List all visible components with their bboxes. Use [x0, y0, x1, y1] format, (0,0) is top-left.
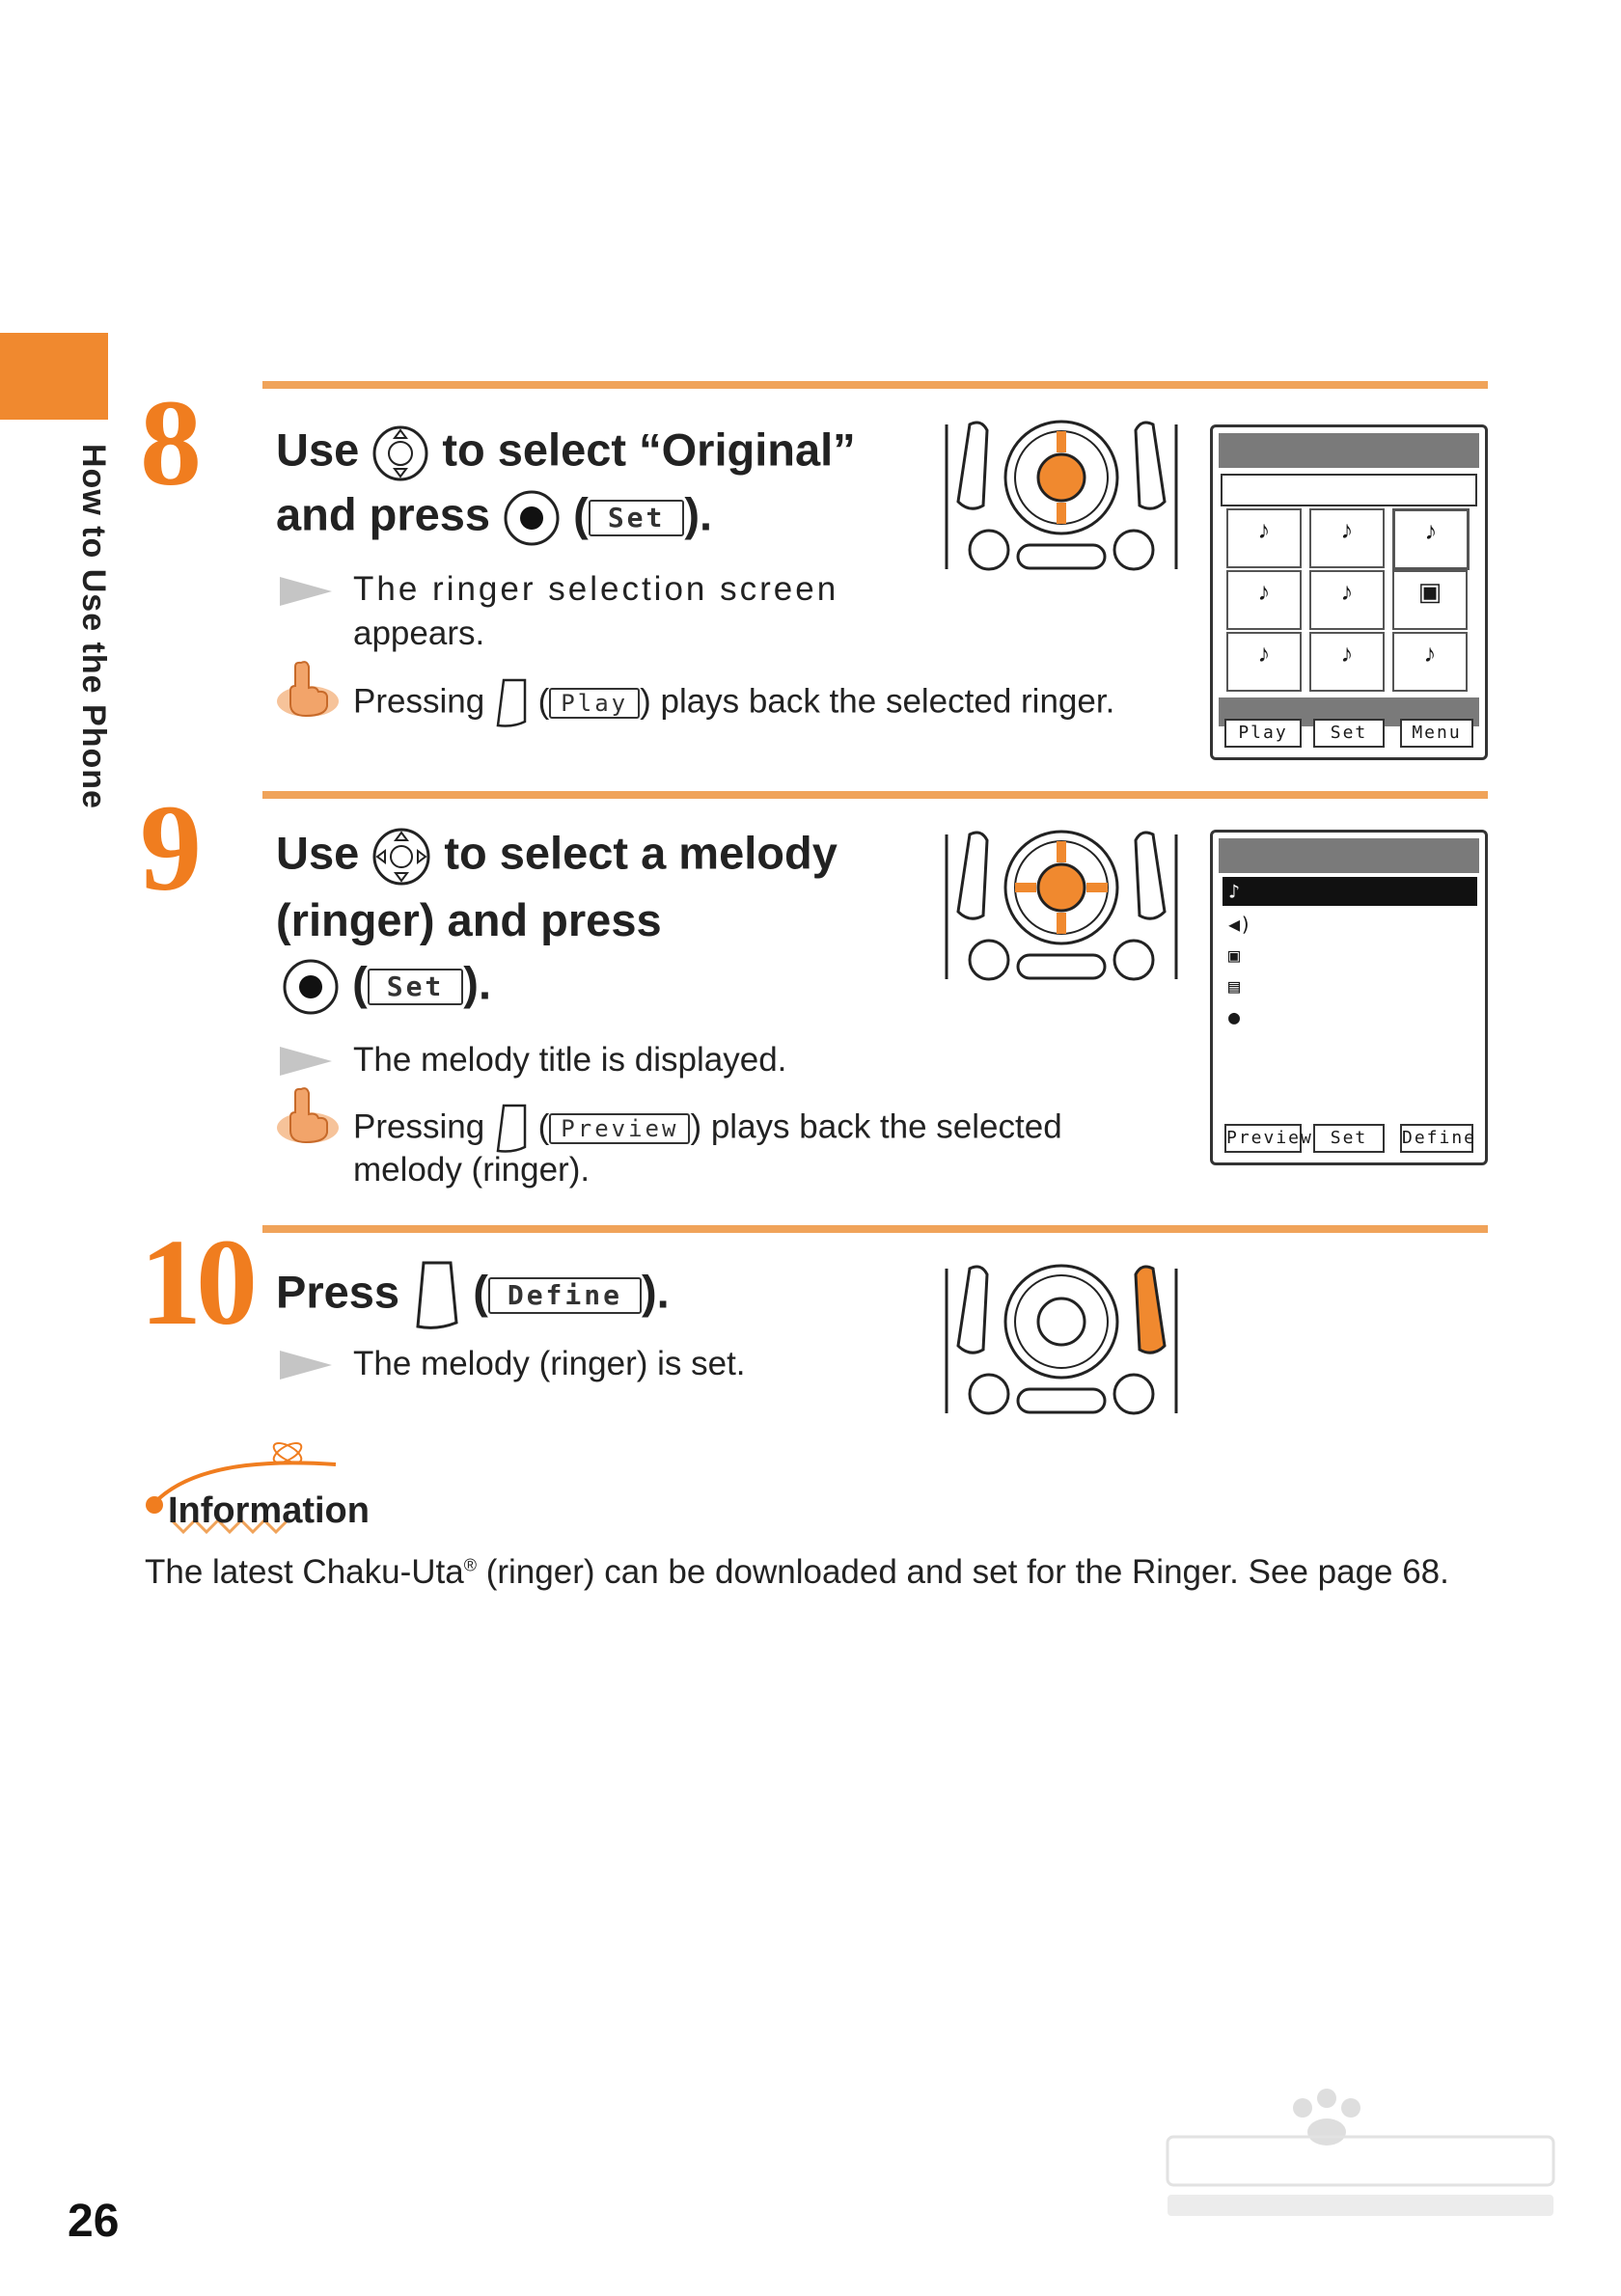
- center-key-icon: [282, 958, 340, 1016]
- step-9-number: 9: [140, 779, 196, 916]
- heading-text: ).: [463, 957, 492, 1009]
- ringer-selection-screen: [1210, 424, 1488, 760]
- paren-open: (: [352, 957, 368, 1009]
- info-text: The latest Chaku-Uta: [145, 1553, 464, 1591]
- step-9-hint: Pressing ( Preview ) plays back the selected: [353, 1103, 1062, 1155]
- melody-list-item[interactable]: ▣: [1228, 943, 1241, 967]
- side-tab-marker: [0, 333, 108, 420]
- page-number: 26: [68, 2196, 120, 2247]
- preview-softkey-label: Preview: [549, 1113, 690, 1144]
- hint-text: ) plays back the selected ringer.: [640, 682, 1115, 721]
- melody-list-item[interactable]: ▤: [1228, 974, 1241, 998]
- movie-icon[interactable]: ▣: [1392, 570, 1468, 630]
- ringer-icon[interactable]: ♪: [1226, 570, 1302, 630]
- result-arrow-icon: [280, 577, 332, 606]
- ringer-icon-selected[interactable]: ♪: [1392, 508, 1470, 570]
- result-arrow-icon: [280, 1351, 332, 1380]
- heading-text: to select “Original”: [442, 424, 856, 476]
- screen-title-bar: [1219, 838, 1479, 873]
- heading-text: Use: [276, 827, 360, 879]
- phone-keypad-illustration: [941, 825, 1182, 989]
- step-10-heading: [276, 1259, 670, 1332]
- soft-key-left-icon: [494, 1103, 529, 1155]
- ringer-icon[interactable]: ♪: [1309, 570, 1385, 630]
- hint-text: Pressing: [353, 682, 485, 721]
- step-8-heading-line2: [276, 489, 712, 547]
- watermark-logo: [1158, 2079, 1563, 2224]
- heading-text: and press: [276, 488, 491, 540]
- melody-list-item-selected[interactable]: ♪: [1223, 877, 1477, 906]
- navigation-key-4way-icon: [371, 827, 431, 887]
- step-8-number: 8: [140, 374, 196, 511]
- information-text: [145, 1553, 1449, 1592]
- step-8-result: The ringer selection screen: [353, 570, 839, 608]
- paren-open: (: [573, 488, 589, 540]
- step-9-result: The melody title is displayed.: [353, 1041, 787, 1079]
- set-softkey-label: Set: [368, 969, 464, 1006]
- heading-text: Press: [276, 1266, 400, 1318]
- set-softkey[interactable]: Set: [1313, 1124, 1385, 1153]
- play-softkey[interactable]: Play: [1224, 719, 1302, 748]
- play-softkey-label: Play: [549, 688, 640, 719]
- step-8-rule: [262, 381, 1488, 389]
- melody-list-screen: [1210, 830, 1488, 1165]
- information-label: Information: [168, 1490, 370, 1531]
- soft-key-right-icon: [412, 1259, 460, 1332]
- preview-softkey[interactable]: Preview: [1224, 1124, 1302, 1153]
- step-9-heading-line2: (ringer) and press: [276, 894, 662, 945]
- hint-text: ) plays back the selected: [690, 1107, 1062, 1146]
- step-8-heading-line1: [276, 424, 856, 482]
- paren-open: (: [473, 1266, 488, 1318]
- ringer-icon[interactable]: ♪: [1309, 508, 1385, 568]
- define-softkey-label: Define: [488, 1277, 642, 1315]
- screen-title-bar: [1219, 433, 1479, 468]
- heading-text: to select a melody: [444, 827, 838, 879]
- melody-list-item[interactable]: ◀): [1228, 913, 1252, 936]
- step-8-hint: Pressing ( Play ) plays back the selected ringer.: [353, 677, 1114, 729]
- pointing-hand-icon: [274, 659, 342, 719]
- step-8-result-cont: appears.: [353, 615, 485, 652]
- define-softkey[interactable]: Define: [1400, 1124, 1473, 1153]
- step-10-rule: [262, 1225, 1488, 1233]
- ringer-icon[interactable]: ♪: [1226, 508, 1302, 568]
- step-9-rule: [262, 791, 1488, 799]
- hint-text: Pressing: [353, 1107, 485, 1146]
- menu-softkey[interactable]: Menu: [1400, 719, 1473, 748]
- step-9-hint-cont: melody (ringer).: [353, 1151, 591, 1189]
- set-softkey[interactable]: Set: [1313, 719, 1385, 748]
- step-9-heading-line1: [276, 827, 838, 887]
- pointing-hand-icon: [274, 1085, 342, 1145]
- ringer-icon[interactable]: ♪: [1392, 632, 1468, 692]
- set-softkey-label: Set: [589, 500, 685, 537]
- screen-tab-bar: [1221, 474, 1477, 506]
- info-text: (ringer) can be downloaded and set for the Ringer. See page 68.: [476, 1553, 1449, 1591]
- navigation-key-updown-icon: [371, 424, 429, 482]
- phone-keypad-illustration: [941, 415, 1182, 579]
- soft-key-left-icon: [494, 677, 529, 729]
- phone-keypad-illustration: [941, 1259, 1182, 1423]
- registered-mark: ®: [463, 1555, 477, 1575]
- ringer-icon[interactable]: ♪: [1226, 632, 1302, 692]
- heading-text: Use: [276, 424, 360, 476]
- heading-text: ).: [684, 488, 713, 540]
- result-arrow-icon: [280, 1047, 332, 1076]
- melody-list-item[interactable]: ●: [1228, 1005, 1241, 1028]
- ringer-icon[interactable]: ♪: [1309, 632, 1385, 692]
- heading-text: ).: [642, 1266, 670, 1318]
- step-10-number: 10: [140, 1214, 252, 1351]
- center-key-icon: [503, 489, 561, 547]
- step-10-result: The melody (ringer) is set.: [353, 1345, 746, 1382]
- section-label: How to Use the Phone: [75, 444, 112, 809]
- step-9-heading-line3: [282, 958, 491, 1016]
